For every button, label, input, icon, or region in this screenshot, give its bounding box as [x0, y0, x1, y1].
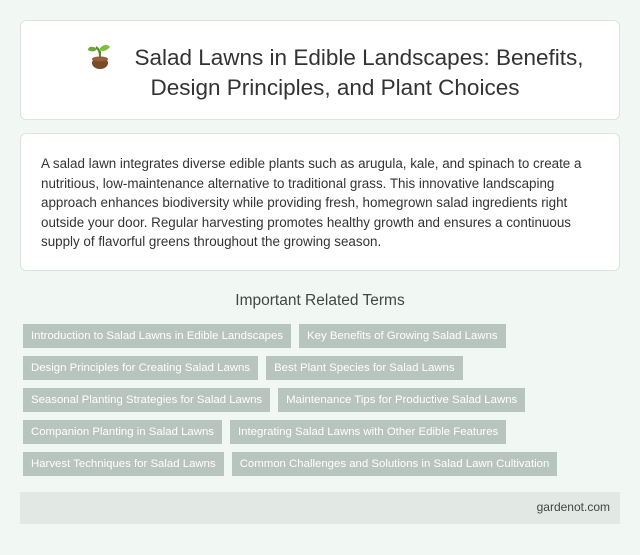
- description-card: [20, 133, 620, 271]
- related-term-tag[interactable]: Seasonal Planting Strategies for Salad Lawns: [23, 388, 270, 412]
- description-text: A salad lawn integrates diverse edible plants such as arugula, kale, and spinach to create a nutritious, low-maintenance alternative to traditional grass. This innovative landscaping approach enhances biodiversity while providing fresh, homegrown salad ingredients right outside your door. Regular harvesting promotes healthy growth and ensures a continuous supply of flavorful greens throughout the growing season.: [41, 156, 582, 250]
- sprout-icon: [86, 43, 114, 69]
- related-term-tag[interactable]: Companion Planting in Salad Lawns: [23, 420, 222, 444]
- page-title: Salad Lawns in Edible Landscapes: Benefits, Design Principles, and Plant Choices: [134, 45, 584, 100]
- footer: [20, 492, 620, 524]
- title-card: [20, 20, 620, 120]
- related-term-tag[interactable]: Maintenance Tips for Productive Salad Lawns: [278, 388, 525, 412]
- related-term-tag[interactable]: Introduction to Salad Lawns in Edible Landscapes: [23, 324, 291, 348]
- related-term-tag[interactable]: Key Benefits of Growing Salad Lawns: [299, 324, 506, 348]
- related-terms-heading: Important Related Terms: [235, 292, 405, 309]
- related-terms-list: [23, 324, 603, 484]
- page-title-wrap: [65, 43, 605, 103]
- related-term-tag[interactable]: Integrating Salad Lawns with Other Edible Features: [230, 420, 506, 444]
- related-term-tag[interactable]: Design Principles for Creating Salad Lawns: [23, 356, 258, 380]
- footer-site-link[interactable]: gardenot.com: [536, 500, 610, 514]
- related-term-tag[interactable]: Best Plant Species for Salad Lawns: [266, 356, 462, 380]
- related-term-tag[interactable]: Harvest Techniques for Salad Lawns: [23, 452, 224, 476]
- related-term-tag[interactable]: Common Challenges and Solutions in Salad Lawn Cultivation: [232, 452, 558, 476]
